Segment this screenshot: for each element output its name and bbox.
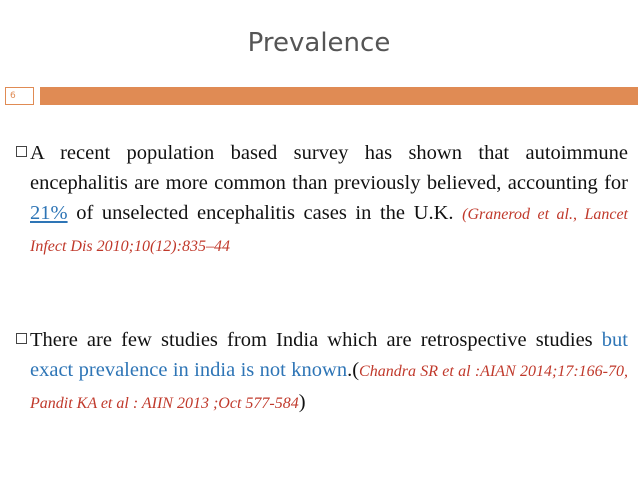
bullet-1-text-b: of unselected encephalitis cases in the U.K. [67, 202, 463, 224]
bullet-2-text-a: There are few studies from India which are retrospective studies [30, 329, 602, 351]
bullet-2-reference: Chandra SR et al :AIAN 2014;17:166-70, Pandit KA et al : AIIN 2013 ;Oct 577-584 [30, 363, 628, 412]
slide-number: 6 [5, 87, 34, 105]
bullet-square-icon [16, 333, 27, 344]
bullet-2-text-c: ) [298, 391, 306, 413]
bullet-1-reference: (Granerod et al., Lancet Infect Dis 2010;10(12):835–44 [30, 206, 628, 255]
bullet-square-icon [16, 146, 27, 157]
header-bar [0, 87, 638, 105]
bullet-2-emphasis: but exact prevalence in india is not known [30, 329, 628, 381]
bullet-item-2 [16, 325, 628, 419]
accent-bar [40, 87, 638, 105]
bullet-1-percentage: 21% [30, 202, 68, 224]
bullet-2-text-b: .( [347, 359, 360, 381]
bullet-text-2 [30, 325, 628, 419]
slide-title: Prevalence [247, 28, 391, 58]
bullet-item-1 [16, 138, 628, 262]
bullet-text-1 [30, 138, 628, 262]
bullet-1-text-a: A recent population based survey has shown that autoimmune encephalitis are more common than previously believed, accounting for [30, 142, 628, 194]
